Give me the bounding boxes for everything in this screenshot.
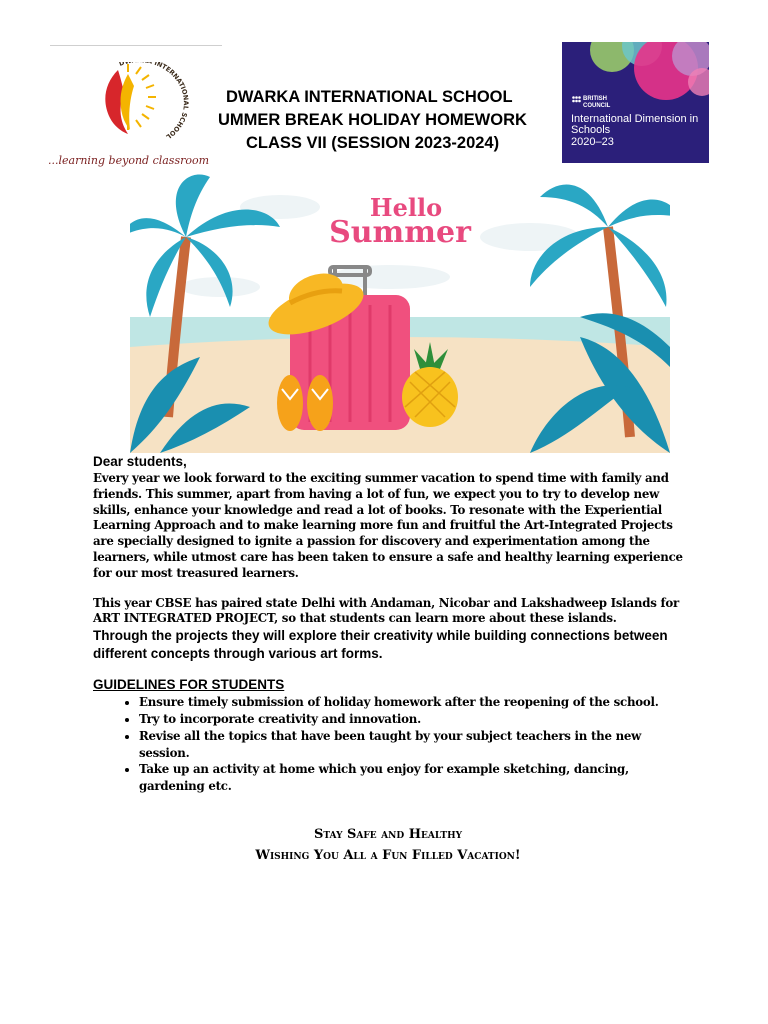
closing-line-2: Wishing You All a Fun Filled Vacation! — [255, 848, 521, 863]
british-council-badge — [562, 42, 709, 163]
document-header — [218, 86, 563, 155]
bc-title: International Dimension in Schools — [571, 113, 699, 136]
school-name: DWARKA INTERNATIONAL SCHOOL — [226, 88, 513, 106]
list-item: • Take up an activity at home which you enjoy for example sketching, dancing, gardening etc. — [139, 761, 683, 795]
paragraph-cbse: This year CBSE has paired state Delhi with Andaman, Nicobar and Lakshadweep Islands for ART INTEGRATED PROJECT, so that students can learn more about these islands. — [93, 595, 679, 626]
list-item: • Revise all the topics that have been taught by your subject teachers in the new session. — [139, 728, 683, 762]
banner-hello: Hello — [369, 193, 443, 222]
bc-dots-icon — [572, 96, 581, 103]
bc-circles-graphic — [562, 42, 709, 102]
top-divider — [50, 45, 222, 46]
guidelines-heading: GUIDELINES FOR STUDENTS — [93, 677, 285, 693]
guidelines-list — [93, 694, 683, 795]
logo-tagline: ...learning beyond classroom — [48, 154, 210, 167]
class-session: CLASS VII (SESSION 2023-2024) — [246, 134, 500, 152]
bc-years: 2020–23 — [571, 136, 614, 148]
greeting: Dear students, — [93, 454, 187, 469]
homework-title: UMMER BREAK HOLIDAY HOMEWORK — [218, 111, 527, 129]
bc-brand: BRITISH COUNCIL — [572, 96, 610, 110]
list-item: • Ensure timely submission of holiday homework after the reopening of the school. — [139, 694, 683, 711]
paragraph-projects: Through the projects they will explore their creativity while building connections between different concepts through various art forms. — [93, 628, 668, 662]
list-item: • Try to incorporate creativity and innovation. — [139, 711, 683, 728]
letter-body — [93, 454, 683, 795]
banner-summer: Summer — [329, 215, 471, 250]
closing-message — [93, 824, 683, 866]
paragraph-intro: Every year we look forward to the exciting summer vacation to spend time with family and friends. This summer, apart from having a lot of fun, we expect you to try to develop new skills, enhance your knowledge and read a lot of books. To resonate with the Experiential Learning Approach and to make learning more fun and fruitful the Art-Integrated Projects are specially designed to ignite a passion for discovery and experimentation among the learners, while utmost care has been taken to ensure a safe and healthy learning experience for our most treasured learners. — [93, 471, 683, 580]
hello-summer-banner — [130, 167, 670, 453]
logo-ring-text: D INTERNATIONAL SCHOOL — [117, 62, 190, 141]
closing-line-1: Stay Safe and Healthy — [313, 827, 463, 842]
school-logo — [48, 62, 220, 170]
logo-emblem — [48, 62, 220, 154]
